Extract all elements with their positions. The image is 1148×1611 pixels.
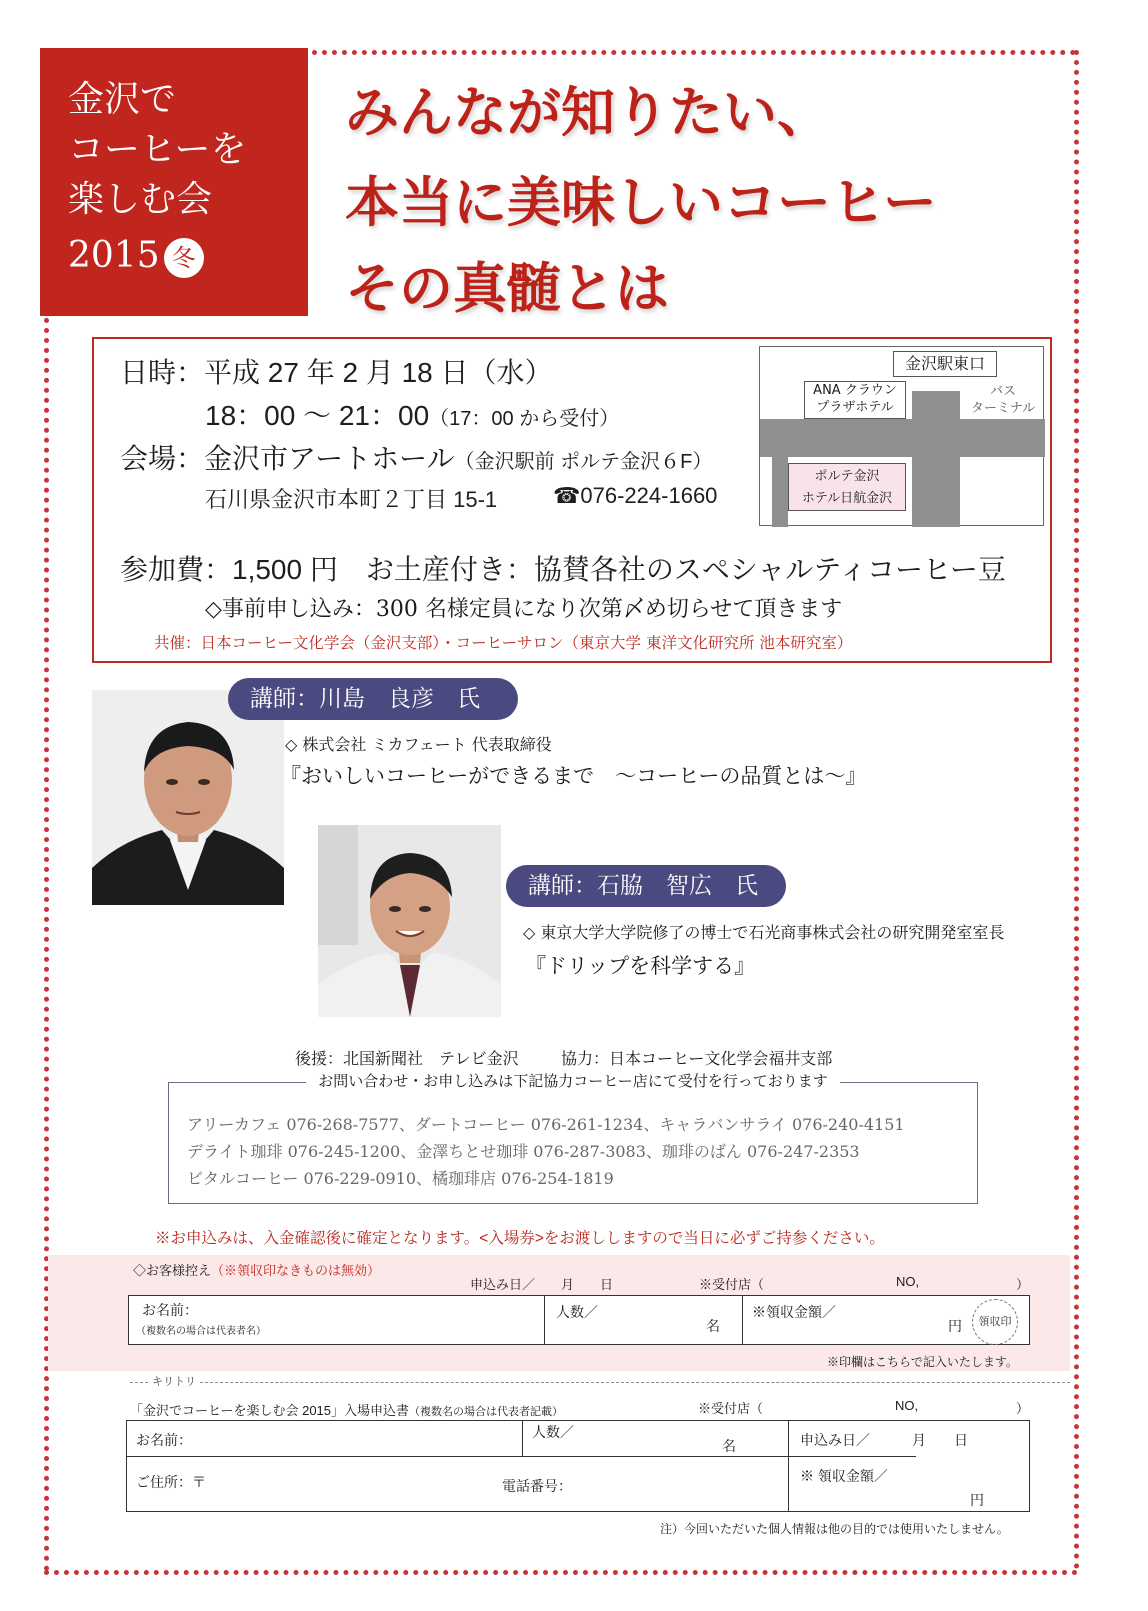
event-address: 石川県金沢市本町２丁目 15-1 — [205, 487, 498, 512]
customer-stamp-note: ※印欄はこちらで記入いたします。 — [827, 1355, 1018, 1369]
map-station-box — [893, 351, 997, 377]
customer-close-paren: ） — [1016, 1277, 1030, 1292]
contact-box — [168, 1072, 978, 1204]
speaker-2-portrait-illustration — [318, 825, 501, 1017]
customer-amount-label: ※領収金額／ — [752, 1304, 836, 1320]
application-amount-label: ※ 領収金額／ — [800, 1468, 888, 1484]
customer-name-label: お名前： — [142, 1302, 198, 1318]
application-heading — [130, 1400, 563, 1419]
application-no: NO, — [895, 1398, 919, 1413]
customer-table-divider-2 — [742, 1295, 743, 1345]
headline-line-1: みんなが知りたい、 — [345, 80, 831, 144]
payment-notice: ※お申込みは、入金確認後に確定となります。<入場券>をお渡ししますので当日に必ずご持参ください。 — [155, 1230, 885, 1247]
customer-no: NO, — [896, 1274, 920, 1289]
cut-line — [130, 1382, 1070, 1383]
speaker-2-pill: 講師：石脇 智広 氏 — [506, 865, 786, 907]
receipt-stamp-label: 領収印 — [978, 1316, 1012, 1328]
headline-line-2: 本当に美味しいコーヒー — [345, 170, 937, 234]
event-venue-main: 会場：金沢市アートホール — [120, 443, 455, 474]
event-preregister: ◇事前申し込み：300 名様定員になり次第〆め切らせて頂きます — [205, 597, 843, 622]
map-ana-line-2: プラザホテル — [816, 400, 894, 415]
map-station-label: 金沢駅東口 — [904, 354, 985, 373]
event-time — [205, 394, 619, 434]
contact-title: お問い合わせ・お申し込みは下記協力コーヒー店にて受付を行っております — [306, 1072, 839, 1090]
badge-year-line — [68, 234, 204, 278]
contact-row-2: デライト珈琲 076-245-1200、金澤ちとせ珈琲 076-287-3083、珈琲のばん 076-247-2353 — [187, 1142, 860, 1161]
speaker-2-photo — [318, 825, 501, 1017]
application-heading-title: 「金沢でコーヒーを楽しむ会 2015」入場申込書 — [130, 1403, 410, 1418]
event-time-note: （17：00 から受付） — [429, 408, 620, 430]
event-cohost: 共催：日本コーヒー文化学会（金沢支部）・コーヒーサロン（東京大学 東洋文化研究所 池本研究室） — [154, 634, 853, 652]
map-ana-hotel-box — [804, 381, 906, 419]
map-porte-box — [788, 463, 906, 511]
speaker-1-portrait-illustration — [92, 690, 284, 905]
application-address-label: ご住所：〒 — [136, 1474, 206, 1490]
customer-name-sub: （複数名の場合は代表者名） — [136, 1326, 266, 1337]
event-time-main: 18：00 ～ 21：00 — [205, 400, 430, 431]
contact-row-1: アリーカフェ 076-268-7577、ダートコーヒー 076-261-1234、キャラバンサライ 076-240-4151 — [187, 1115, 905, 1134]
event-date: 日時：平成 27 年 2 月 18 日（水） — [120, 357, 553, 388]
frame-bottom-dots — [44, 1570, 1078, 1575]
customer-store: ※受付店（ — [699, 1277, 765, 1292]
venue-map — [759, 346, 1044, 526]
contact-title-wrap — [169, 1070, 977, 1091]
customer-apply-date: 申込み日／ 月 日 — [470, 1277, 614, 1292]
map-bus-line-1: バス — [989, 384, 1016, 399]
map-road-horizontal — [760, 419, 1045, 457]
frame-right-dots — [1074, 50, 1079, 1570]
speaker-1-pill: 講師：川島 良彦 氏 — [228, 678, 518, 720]
event-fee: 参加費：1,500 円 お土産付き：協賛各社のスペシャルティコーヒー豆 — [120, 554, 1006, 585]
event-venue — [120, 437, 712, 477]
application-store: ※受付店（ — [698, 1401, 764, 1416]
application-yen: 円 — [970, 1492, 984, 1508]
badge-line-1: 金沢で — [68, 79, 177, 120]
map-ana-line-1: ANA クラウン — [813, 383, 897, 398]
speaker-1-photo — [92, 690, 284, 905]
customer-people-label: 人数／ — [556, 1304, 598, 1320]
speaker-1-talk: 『おいしいコーヒーができるまで ～コーヒーの品質とは～』 — [280, 764, 867, 788]
map-porte-line-1: ポルテ金沢 — [814, 469, 880, 484]
headline-line-3: その真髄とは — [345, 256, 669, 320]
badge-year: 2015 — [68, 235, 160, 276]
customer-table-divider-1 — [544, 1295, 545, 1345]
map-bus-terminal — [968, 383, 1038, 417]
map-road-left — [772, 457, 788, 527]
application-table-divider-1 — [522, 1420, 523, 1456]
application-people-label: 人数／ — [532, 1424, 574, 1440]
event-badge — [40, 48, 308, 316]
speaker-2-talk: 『ドリップを科学する』 — [525, 954, 756, 978]
application-table-row-divider — [126, 1456, 916, 1457]
map-road-vertical — [912, 391, 960, 527]
event-venue-note: （金沢駅前 ポルテ金沢６F） — [454, 451, 713, 473]
privacy-note: 注）今回いただいた個人情報は他の目的では使用いたしません。 — [660, 1522, 1009, 1536]
map-bus-line-2: ターミナル — [970, 401, 1036, 416]
winter-circle-icon: 冬 — [164, 238, 204, 278]
frame-top-dots — [312, 50, 1076, 55]
application-phone-label: 電話番号： — [502, 1478, 572, 1494]
customer-copy-heading — [133, 1260, 380, 1279]
application-people-unit: 名 — [722, 1438, 736, 1454]
application-table-divider-2 — [788, 1420, 789, 1512]
badge-line-3: 楽しむ会 — [68, 179, 213, 220]
customer-copy-heading-note: （※領収印なきものは無効） — [211, 1263, 381, 1278]
cut-label: キリトリ — [148, 1373, 200, 1389]
application-apply-date: 申込み日／ 月 日 — [800, 1432, 968, 1448]
application-close-paren: ） — [1016, 1401, 1030, 1416]
event-phone: ☎076-224-1660 — [553, 483, 718, 508]
sponsor-cooperation: 協力：日本コーヒー文化学会福井支部 — [561, 1049, 833, 1068]
application-name-label: お名前： — [136, 1432, 192, 1448]
customer-yen: 円 — [948, 1318, 962, 1334]
application-heading-note: （複数名の場合は代表者記載） — [409, 1406, 564, 1418]
speaker-2-title: ◇ 東京大学大学院修了の博士で石光商事株式会社の研究開発室室長 — [523, 923, 1005, 942]
frame-left-dots — [44, 318, 49, 1572]
customer-copy-heading-label: ◇お客様控え — [133, 1263, 212, 1278]
badge-line-2: コーヒーを — [68, 129, 247, 170]
speaker-1-title: ◇ 株式会社 ミカフェート 代表取締役 — [285, 735, 552, 754]
sponsor-support: 後援：北国新聞社 テレビ金沢 — [295, 1049, 519, 1068]
receipt-stamp-icon — [972, 1299, 1018, 1345]
map-porte-line-2: ホテル日航金沢 — [801, 491, 893, 506]
customer-people-unit: 名 — [706, 1318, 720, 1334]
contact-row-3: ビタルコーヒー 076-229-0910、橘珈琲店 076-254-1819 — [187, 1169, 614, 1188]
